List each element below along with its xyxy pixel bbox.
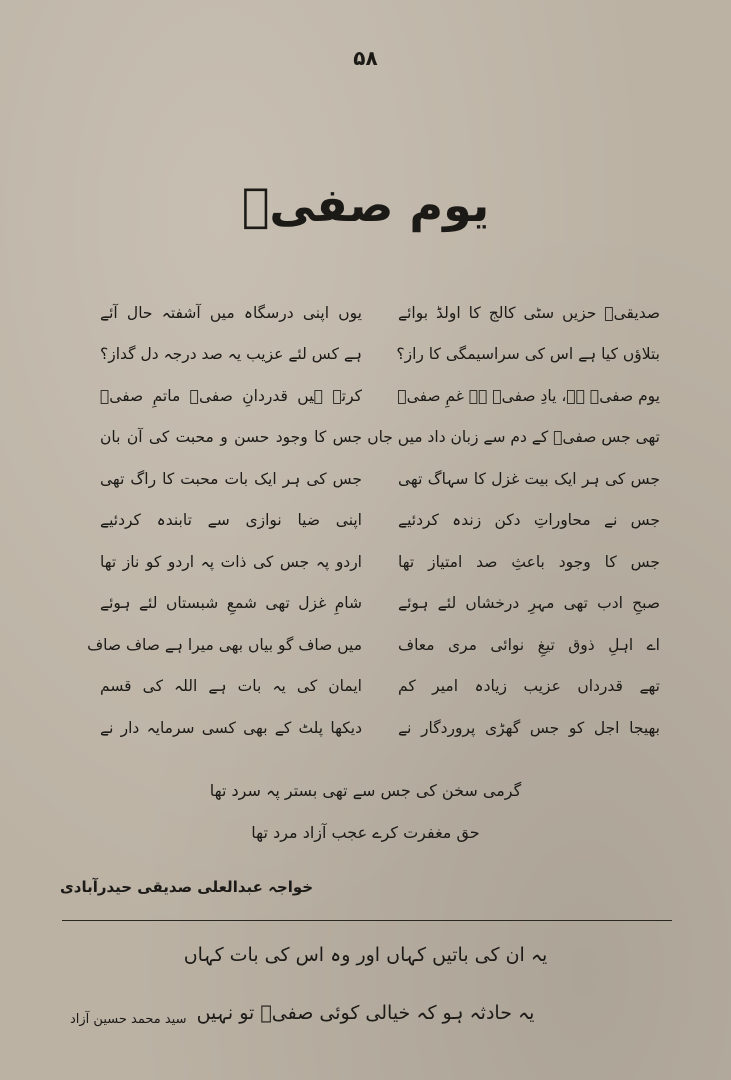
divider: [62, 920, 672, 921]
second-hemistich: دیکھا پلٹ کے بھی کسی سرمایہ دار نے: [100, 718, 362, 737]
couplet-row: [100, 375, 660, 417]
poem-title: یوم صفیؔ: [241, 178, 490, 232]
first-hemistich: جس کا وجود باعثِ صد امتیاز تھا: [398, 552, 660, 571]
couplet-row: [100, 666, 660, 708]
couplet-row: [100, 541, 660, 583]
first-hemistich: بتلاؤں کیا ہے اس کی سراسیمگی کا راز؟: [396, 345, 660, 364]
footer-verse-line: یہ حادثہ ہو کہ خیالی کوئی صفیؔ تو نہیں: [196, 1002, 535, 1024]
first-hemistich: یوم صفیؔ ہے، یادِ صفیؔ ہے غمِ صفیؔ: [397, 386, 660, 405]
closing-line: حق مغفرت کرے عجب آزاد مرد تھا: [251, 823, 480, 842]
first-hemistich: جس نے محاوراتِ دکن زندہ کردئیے: [398, 511, 660, 530]
couplet-row: [100, 458, 660, 500]
first-hemistich: اے اہلِ ذوق تیغِ نوائی مری معاف: [398, 635, 660, 654]
page-number: ۵۸: [353, 46, 378, 70]
second-hemistich: میں صاف گو بیاں بھی میرا ہے صاف صاف: [87, 635, 362, 654]
second-hemistich: شامِ غزل تھی شمعِ شبستاں لئے ہوئے: [100, 594, 362, 613]
first-hemistich: صبحِ ادب تھی مہرِ درخشاں لئے ہوئے: [398, 594, 660, 613]
first-hemistich: صدیقیؔ حزیں سٹی کالج کا اولڈ بوائے: [398, 303, 660, 322]
second-hemistich: جس کا وجود حسن و محبت کی آن بان: [100, 428, 362, 447]
second-hemistich: اردو پہ جس کی ذات پہ اردو کو ناز تھا: [100, 552, 362, 571]
first-hemistich: تھے قدرداں عزیب زیادہ امیر کم: [398, 677, 660, 696]
second-hemistich: کرتے ہیں قدردانِ صفیؔ ماتمِ صفیؔ: [100, 386, 362, 405]
couplet-row: [100, 707, 660, 749]
second-hemistich: جس کی ہر ایک بات محبت کا راگ تھی: [100, 469, 362, 488]
first-hemistich: تھی جس صفیؔ کے دم سے زبان داد میں جاں: [367, 428, 660, 447]
couplet-row: [87, 624, 660, 666]
couplet-row: [100, 417, 660, 459]
couplet-row: [100, 334, 660, 376]
closing-couplet: [0, 770, 731, 854]
couplet-row: [100, 292, 660, 334]
first-hemistich: جس کی ہر ایک بیت غزل کا سہاگ تھی: [398, 469, 660, 488]
footer-verse-line: یہ ان کی باتیں کہاں اور وہ اس کی بات کہاں: [183, 944, 548, 966]
poem-author: خواجہ عبدالعلی صدیقی حیدرآبادی: [60, 878, 314, 896]
footer-author: سید محمد حسین آزاد: [70, 1012, 187, 1027]
first-hemistich: بھیجا اجل کو جس گھڑی پروردگار نے: [398, 718, 660, 737]
couplet-row: [100, 583, 660, 625]
couplet-row: [100, 500, 660, 542]
poem-body: [87, 292, 660, 749]
second-hemistich: ایمان کی یہ بات ہے اللہ کی قسم: [100, 677, 362, 696]
second-hemistich: یوں اپنی درسگاہ میں آشفتہ حال آئے: [100, 303, 362, 322]
closing-line: گرمی سخن کی جس سے تھی بستر پہ سرد تھا: [209, 781, 522, 800]
second-hemistich: ہے کس لئے عزیب یہ صد درجہ دل گداز؟: [100, 345, 362, 364]
second-hemistich: اپنی ضیا نوازی سے تابندہ کردئیے: [100, 511, 362, 530]
